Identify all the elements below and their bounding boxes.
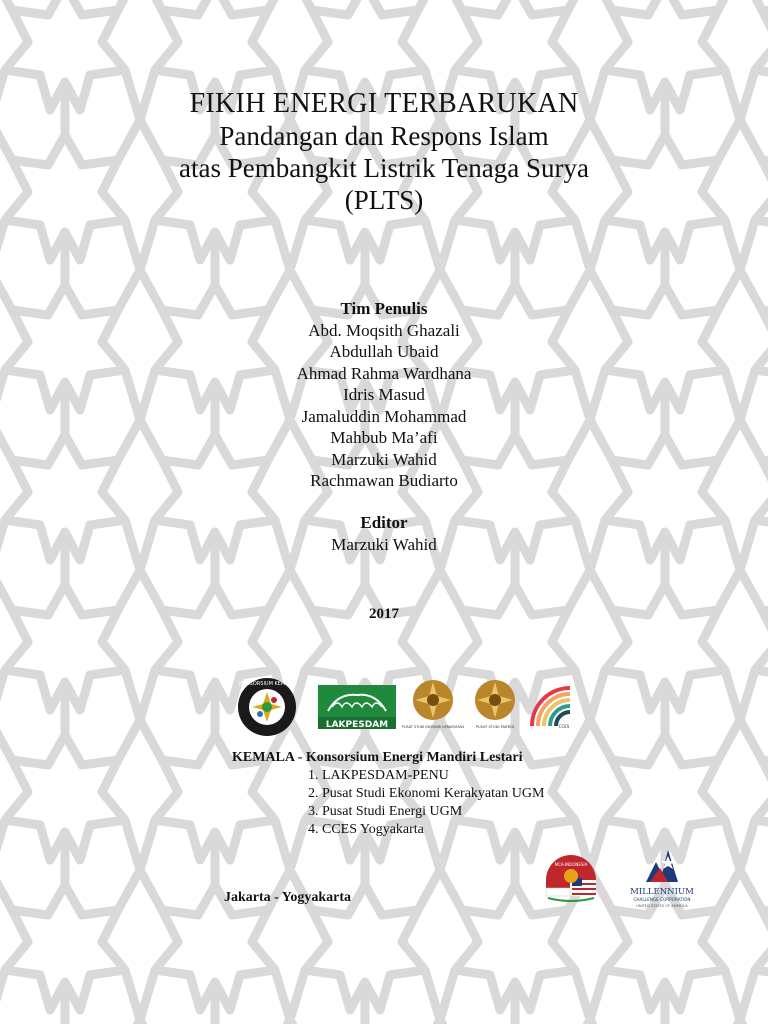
- list-item: 2. Pusat Studi Ekonomi Kerakyatan UGM: [308, 786, 545, 801]
- ugm-energi-logo: [470, 678, 520, 734]
- editor-section: [0, 512, 768, 555]
- publication-place: Jakarta - Yogyakarta: [224, 890, 352, 905]
- cces-logo: [528, 684, 574, 730]
- lakpesdam-logo: [318, 685, 396, 729]
- consortium-title: [232, 749, 544, 767]
- svg-text:PUSAT STUDI EKONOMI KERAKYATAN: PUSAT STUDI EKONOMI KERAKYATAN: [402, 725, 464, 729]
- author-heading: Tim Penulis: [340, 299, 428, 318]
- title-subtitle-2: atas Pembangkit Listrik Tenaga Surya: [178, 153, 590, 183]
- author-name: Marzuki Wahid: [331, 449, 437, 469]
- millennium-challenge-logo: [628, 846, 696, 910]
- author-name: Mahbub Ma’afi: [330, 428, 438, 447]
- author-name: Jamaluddin Mohammad: [301, 406, 467, 426]
- svg-text:PUSAT STUDI ENERGI: PUSAT STUDI ENERGI: [475, 725, 515, 729]
- list-item: 1. LAKPESDAM-PENU: [308, 768, 449, 783]
- author-name: Abd. Moqsith Ghazali: [308, 320, 460, 340]
- author-name: Abdullah Ubaid: [329, 342, 439, 361]
- author-name: Idris Masud: [343, 385, 425, 404]
- ugm-ekonomi-logo: [402, 678, 464, 734]
- title-subtitle-1: Pandangan dan Respons Islam: [219, 121, 549, 151]
- list-item: 3. Pusat Studi Energi UGM: [308, 804, 463, 819]
- mca-indonesia-logo: [540, 850, 602, 902]
- svg-text:CHALLENGE CORPORATION: CHALLENGE CORPORATION: [633, 897, 691, 902]
- svg-text:MILLENNIUM: MILLENNIUM: [630, 887, 694, 897]
- publication-year: 2017: [369, 606, 399, 622]
- consortium-members: [232, 767, 544, 839]
- author-team: [0, 298, 768, 492]
- editor-heading: Editor: [360, 513, 408, 532]
- editor-name: Marzuki Wahid: [331, 534, 437, 554]
- partner-logos: [236, 676, 576, 736]
- svg-text:LAKPESDAM: LAKPESDAM: [325, 720, 389, 730]
- author-name: Ahmad Rahma Wardhana: [296, 363, 472, 383]
- title-subtitle-3: (PLTS): [344, 185, 424, 215]
- title-main: FIKIH ENERGI TERBARUKAN: [189, 88, 579, 119]
- kemala-logo: [236, 676, 298, 738]
- svg-text:CCES: CCES: [558, 724, 570, 729]
- svg-text:UNITED STATES OF AMERICA: UNITED STATES OF AMERICA: [636, 904, 688, 908]
- svg-text:KONSORSIUM KEMALA: KONSORSIUM KEMALA: [239, 681, 295, 687]
- consortium-name: KEMALA: [232, 750, 295, 765]
- book-title: [0, 88, 768, 216]
- consortium-description: - Konsorsium Energi Mandiri Lestari: [294, 750, 523, 765]
- svg-text:MCA-INDONESIA: MCA-INDONESIA: [554, 862, 588, 867]
- list-item: 4. CCES Yogyakarta: [308, 822, 424, 837]
- sponsor-logos: [540, 846, 700, 910]
- author-name: Rachmawan Budiarto: [310, 471, 458, 490]
- consortium-info: [232, 749, 544, 839]
